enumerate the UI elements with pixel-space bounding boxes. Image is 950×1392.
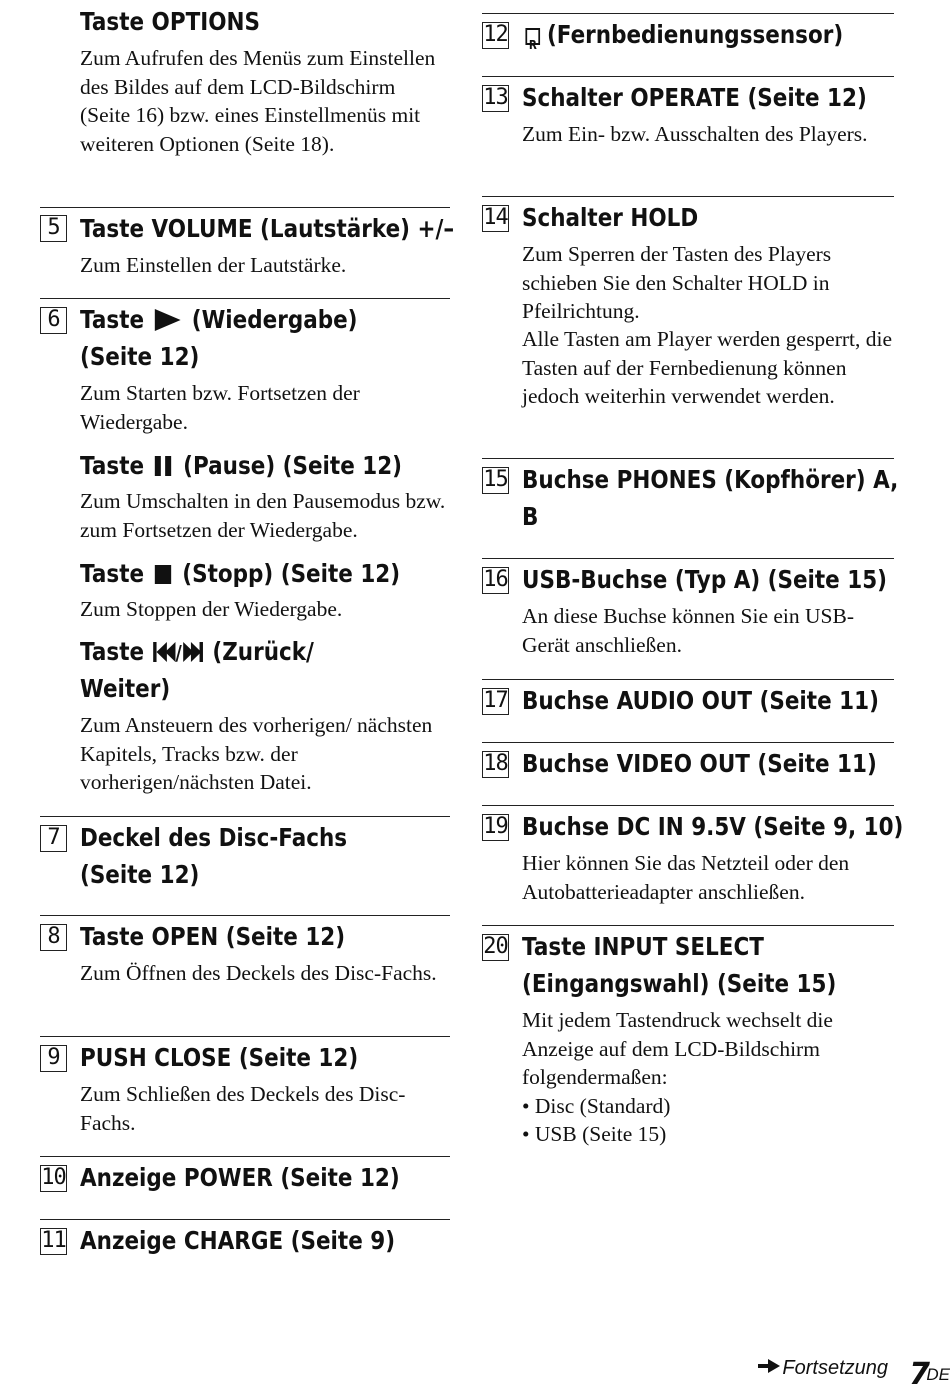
item-number: 8 bbox=[40, 924, 67, 951]
title-text: (Stopp) (Seite 12) bbox=[182, 559, 401, 588]
remote-sensor-icon bbox=[525, 28, 540, 45]
item-number: 16 bbox=[483, 567, 508, 592]
section-title: Taste VOLUME (Lautstärke) +/– bbox=[80, 214, 455, 243]
section-17 bbox=[482, 679, 894, 715]
item-number: 7 bbox=[40, 825, 67, 852]
prev-next-icon bbox=[153, 641, 203, 663]
section-body: Zum Ein- bzw. Ausschalten des Players. bbox=[522, 122, 868, 146]
section-9 bbox=[40, 1036, 450, 1135]
item-number: 6 bbox=[40, 307, 67, 334]
subsection-title-pause bbox=[80, 447, 403, 484]
section-title bbox=[522, 16, 842, 53]
section-title: Deckel des Disc-Fachs bbox=[80, 823, 348, 852]
stop-icon bbox=[155, 565, 171, 584]
continued-note bbox=[756, 1357, 888, 1380]
section-title bbox=[80, 301, 398, 338]
pause-icon bbox=[155, 456, 172, 476]
title-text: Taste bbox=[80, 559, 145, 588]
arrow-right-icon bbox=[768, 1359, 780, 1373]
section-title: Taste OPEN (Seite 12) bbox=[80, 922, 346, 951]
section-12 bbox=[482, 13, 894, 49]
section-16 bbox=[482, 558, 894, 657]
section-body: Mit jedem Tastendruck wechselt die Anzeige auf dem LCD-Bildschirm folgendermaßen: bbox=[522, 1008, 833, 1089]
section-body: Zum Sperren der Tasten des Players schieben Sie den Schalter HOLD in Pfeilrichtung. bbox=[522, 242, 832, 323]
section-title: Buchse PHONES (Kopfhörer) A, bbox=[522, 465, 899, 494]
item-number: 14 bbox=[483, 205, 508, 230]
section-body: Zum Aufrufen des Menüs zum Einstellen des Bildes auf dem LCD-Bildschirm (Seite 16) bzw. eines Einstellmenüs mit weiteren Optionen (Seite 18). bbox=[80, 46, 436, 156]
section-14 bbox=[482, 196, 894, 408]
play-icon bbox=[155, 309, 181, 331]
section-title: PUSH CLOSE (Seite 12) bbox=[80, 1043, 359, 1072]
section-title-line2: (Seite 12) bbox=[80, 342, 200, 371]
item-number: 13 bbox=[483, 85, 508, 110]
item-number: 15 bbox=[483, 467, 508, 492]
item-number: 9 bbox=[40, 1045, 67, 1072]
title-text: (Pause) (Seite 12) bbox=[183, 451, 403, 480]
section-title: Buchse AUDIO OUT (Seite 11) bbox=[522, 686, 879, 715]
section-body: Hier können Sie das Netzteil oder den Autobatterieadapter anschließen. bbox=[522, 851, 850, 904]
section-title: Anzeige POWER (Seite 12) bbox=[80, 1163, 400, 1192]
subsection-title-skip bbox=[80, 633, 398, 670]
subsection-body-stop: Zum Stoppen der Wiedergabe. bbox=[80, 597, 343, 621]
section-19 bbox=[482, 805, 904, 904]
title-text: Taste bbox=[80, 305, 145, 334]
item-number: 11 bbox=[41, 1228, 66, 1253]
subsection-body-skip: Zum Ansteuern des vorherigen/ nächsten Kapitels, Tracks bzw. der vorherigen/nächsten Datei. bbox=[80, 713, 433, 794]
section-title-line2: (Eingangswahl) (Seite 15) bbox=[522, 969, 837, 998]
title-text: (Fernbedienungssensor) bbox=[546, 20, 844, 49]
section-body: Zum Einstellen der Lautstärke. bbox=[80, 253, 347, 277]
section-title-line2: (Seite 12) bbox=[80, 860, 200, 889]
bullet-item: • Disc (Standard) bbox=[522, 1094, 671, 1118]
item-number: 19 bbox=[483, 814, 508, 839]
section-title: USB-Buchse (Typ A) (Seite 15) bbox=[522, 565, 888, 594]
section-title: Buchse DC IN 9.5V (Seite 9, 10) bbox=[522, 812, 904, 841]
section-5 bbox=[40, 207, 455, 277]
section-8 bbox=[40, 915, 450, 985]
title-text: Taste bbox=[80, 637, 145, 666]
item-number: 12 bbox=[483, 22, 508, 47]
section-title: Anzeige CHARGE (Seite 9) bbox=[80, 1226, 396, 1255]
section-title: Schalter OPERATE (Seite 12) bbox=[522, 83, 867, 112]
title-text: (Zurück/ bbox=[212, 637, 314, 666]
section-title: Schalter HOLD bbox=[522, 203, 699, 232]
section-10 bbox=[40, 1156, 450, 1192]
section-body: An diese Buchse können Sie ein USB-Gerät anschließen. bbox=[522, 604, 855, 657]
item-number: 10 bbox=[41, 1165, 66, 1190]
item-number: 20 bbox=[483, 934, 508, 959]
page-number: 7 bbox=[909, 1357, 930, 1392]
section-title: Taste INPUT SELECT bbox=[522, 932, 764, 961]
section-body: Zum Schließen des Deckels des Disc-Fachs. bbox=[80, 1082, 406, 1135]
section-title-line2: B bbox=[522, 502, 539, 531]
section-13 bbox=[482, 76, 894, 146]
subsection-title-stop bbox=[80, 555, 401, 592]
title-text: (Wiedergabe) bbox=[191, 305, 358, 334]
page-language-code: DE bbox=[926, 1365, 950, 1384]
svg-text:/: / bbox=[175, 642, 182, 663]
section-6 bbox=[40, 298, 450, 794]
title-text: Taste bbox=[80, 451, 145, 480]
section-20 bbox=[482, 925, 894, 1146]
section-18 bbox=[482, 742, 894, 778]
item-number: 17 bbox=[483, 688, 508, 713]
section-11 bbox=[40, 1219, 450, 1255]
section-7 bbox=[40, 816, 450, 889]
item-number: 18 bbox=[483, 751, 508, 776]
item-number: 5 bbox=[40, 215, 67, 242]
subsection-title-skip-line2: Weiter) bbox=[80, 674, 171, 703]
continued-text: Fortsetzung bbox=[782, 1357, 888, 1379]
section-body: Zum Öffnen des Deckels des Disc-Fachs. bbox=[80, 961, 437, 985]
section-15 bbox=[482, 458, 899, 531]
bullet-item: • USB (Seite 15) bbox=[522, 1122, 667, 1146]
section-title: Buchse VIDEO OUT (Seite 11) bbox=[522, 749, 877, 778]
section-body: Zum Starten bzw. Fortsetzen der Wiedergabe. bbox=[80, 381, 360, 434]
section-title: Taste OPTIONS bbox=[80, 7, 261, 36]
subsection-body-pause: Zum Umschalten in den Pausemodus bzw. zum Fortsetzen der Wiedergabe. bbox=[80, 489, 446, 542]
section-body-2: Alle Tasten am Player werden gesperrt, die Tasten auf der Fernbedienung können jedoch weiterhin verwendet werden. bbox=[522, 327, 893, 408]
